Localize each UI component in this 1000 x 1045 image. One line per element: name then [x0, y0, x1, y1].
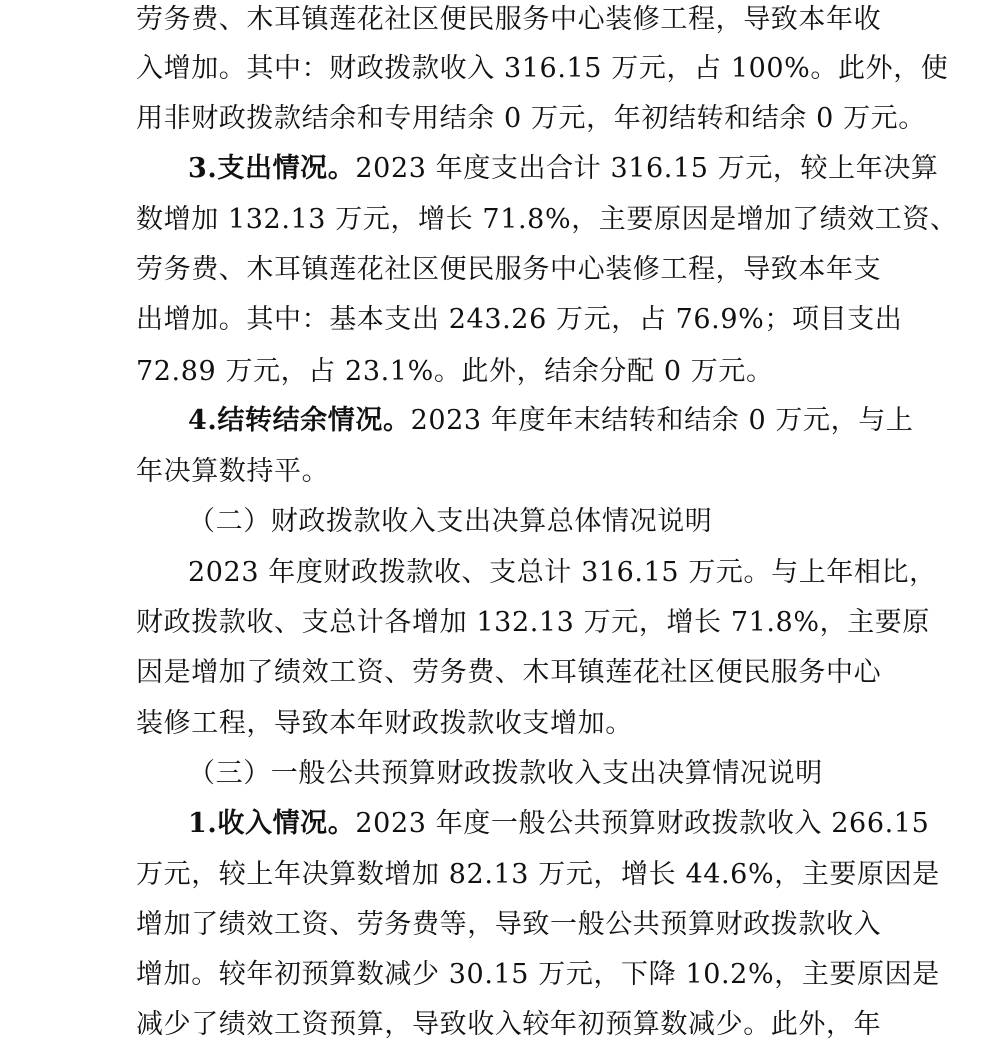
- paragraph-line: 出增加。其中：基本支出 243.26 万元，占 76.9%；项目支出: [136, 304, 903, 335]
- paragraph-line: 年决算数持平。: [136, 456, 330, 487]
- section-label: 1.收入情况。: [188, 808, 356, 839]
- paragraph-line: 数增加 132.13 万元，增长 71.8%，主要原因是增加了绩效工资、: [136, 204, 958, 235]
- paragraph-line: 增加了绩效工资、劳务费等，导致一般公共预算财政拨款收入: [136, 909, 882, 940]
- paragraph-line: 装修工程，导致本年财政拨款收支增加。: [136, 708, 633, 739]
- section-label: 3.支出情况。: [188, 153, 356, 184]
- paragraph-line-carryover: 4.结转结余情况。2023 年度年末结转和结余 0 万元，与上: [188, 405, 914, 436]
- paragraph-line-expenditure: 3.支出情况。2023 年度支出合计 316.15 万元，较上年决算: [188, 153, 939, 184]
- section-heading: （二）财政拨款收入支出决算总体情况说明: [188, 506, 713, 537]
- paragraph-line: 增加。较年初预算数减少 30.15 万元，下降 10.2%，主要原因是: [136, 959, 940, 990]
- paragraph-line: 72.89 万元，占 23.1%。此外，结余分配 0 万元。: [136, 356, 774, 387]
- paragraph-line: 用非财政拨款结余和专用结余 0 万元，年初结转和结余 0 万元。: [136, 103, 926, 134]
- paragraph-line: 因是增加了绩效工资、劳务费、木耳镇莲花社区便民服务中心: [136, 657, 882, 688]
- paragraph-line: 劳务费、木耳镇莲花社区便民服务中心装修工程，导致本年收: [136, 4, 882, 35]
- paragraph-line: 2023 年度财政拨款收、支总计 316.15 万元。与上年相比，: [188, 557, 937, 588]
- paragraph-line: 入增加。其中：财政拨款收入 316.15 万元，占 100%。此外，使: [136, 53, 949, 84]
- paragraph-line: 减少了绩效工资预算，导致收入较年初预算数减少。此外，年: [136, 1009, 882, 1040]
- section-heading: （三）一般公共预算财政拨款收入支出决算情况说明: [188, 758, 823, 789]
- section-label: 4.结转结余情况。: [188, 405, 411, 436]
- paragraph-line-income: 1.收入情况。2023 年度一般公共预算财政拨款收入 266.15: [188, 808, 930, 839]
- paragraph-line: 劳务费、木耳镇莲花社区便民服务中心装修工程，导致本年支: [136, 254, 882, 285]
- paragraph-line: 万元，较上年决算数增加 82.13 万元，增长 44.6%，主要原因是: [136, 859, 940, 890]
- paragraph-line: 财政拨款收、支总计各增加 132.13 万元，增长 71.8%，主要原: [136, 607, 930, 638]
